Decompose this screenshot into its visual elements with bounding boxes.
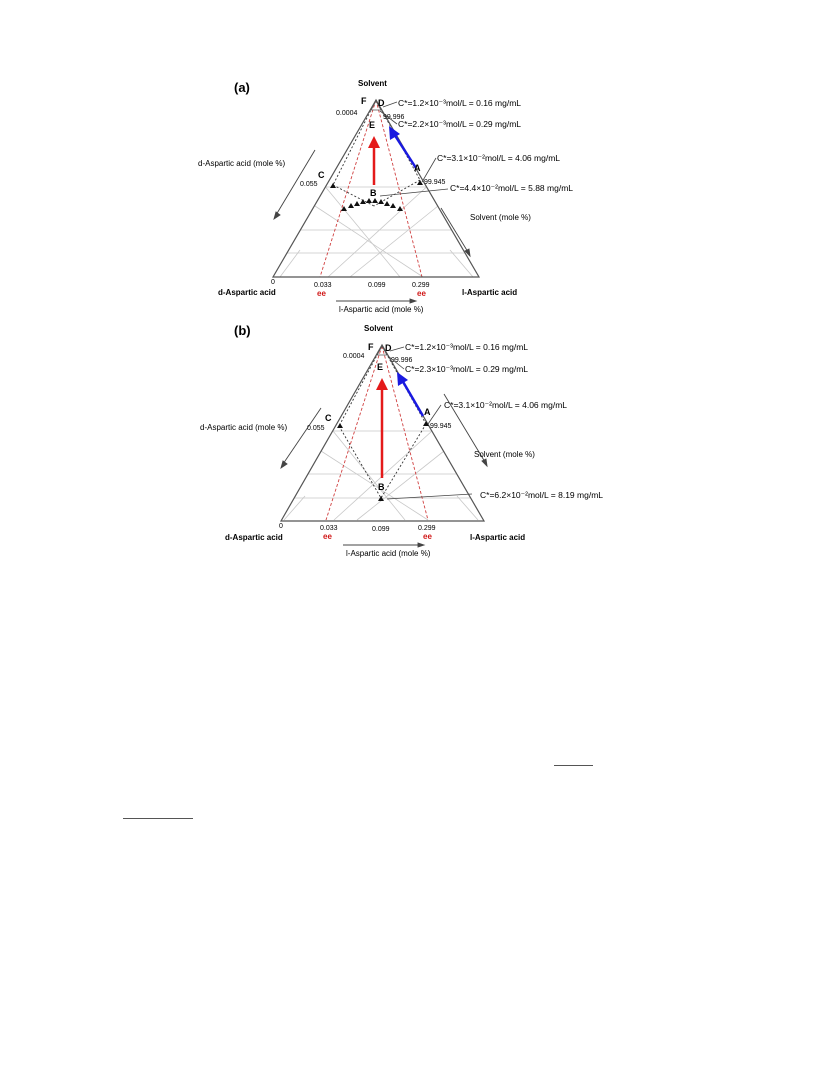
tick-label: 99.996 bbox=[383, 114, 405, 121]
tick-label: 0.0004 bbox=[343, 353, 365, 360]
point-D-label: D bbox=[385, 343, 392, 353]
point-A-label: A bbox=[414, 163, 421, 173]
tick-label: 0.033 bbox=[314, 282, 332, 289]
tick-label: 0.033 bbox=[320, 525, 338, 532]
underline-mark bbox=[554, 765, 593, 766]
tick-label: 0.099 bbox=[372, 526, 390, 533]
tick-label: 99.945 bbox=[424, 179, 446, 186]
axis-arrows bbox=[274, 150, 470, 303]
tick-label: 0.299 bbox=[418, 525, 436, 532]
ee-label: ee bbox=[317, 289, 326, 298]
tick-label: 99.996 bbox=[391, 357, 413, 364]
d-axis-title: d-Aspartic acid (mole %) bbox=[200, 423, 288, 432]
point-C-label: C bbox=[325, 413, 332, 423]
blue-arrow bbox=[389, 126, 416, 168]
solvent-vertex-title: Solvent bbox=[364, 324, 393, 333]
tick-label: 0.099 bbox=[368, 282, 386, 289]
red-arrow bbox=[368, 136, 380, 185]
blue-arrow bbox=[397, 372, 423, 416]
panel-label: (a) bbox=[234, 80, 250, 95]
point-F-label: F bbox=[361, 96, 367, 106]
tick-label: 0.0004 bbox=[336, 110, 358, 117]
concentration-A: C*=3.1×10⁻²mol/L = 4.06 mg/mL bbox=[444, 400, 568, 410]
l-vertex-title: l-Aspartic acid bbox=[462, 288, 518, 297]
concentration-E: C*=2.2×10⁻³mol/L = 0.29 mg/mL bbox=[398, 119, 522, 129]
ternary-diagram-b bbox=[0, 318, 816, 578]
point-A-label: A bbox=[424, 407, 431, 417]
concentration-D: C*=1.2×10⁻³mol/L = 0.16 mg/mL bbox=[405, 342, 529, 352]
tick-label: 0.055 bbox=[307, 425, 325, 432]
point-E-label: E bbox=[369, 120, 376, 130]
solvent-axis-title: Solvent (mole %) bbox=[474, 450, 535, 459]
solvent-vertex-title: Solvent bbox=[358, 79, 387, 88]
axis-arrows bbox=[281, 394, 487, 547]
solubility-points bbox=[330, 180, 423, 211]
tick-label: 0.055 bbox=[300, 181, 318, 188]
l-axis-title: l-Aspartic acid (mole %) bbox=[339, 305, 424, 314]
concentration-B: C*=6.2×10⁻²mol/L = 8.19 mg/mL bbox=[480, 490, 604, 500]
tick-label: 99.945 bbox=[430, 423, 452, 430]
ee-label: ee bbox=[323, 532, 332, 541]
concentration-D: C*=1.2×10⁻³mol/L = 0.16 mg/mL bbox=[398, 98, 522, 108]
concentration-B: C*=4.4×10⁻²mol/L = 5.88 mg/mL bbox=[450, 183, 574, 193]
point-C-label: C bbox=[318, 170, 325, 180]
point-E-label: E bbox=[377, 362, 384, 372]
concentration-A: C*=3.1×10⁻²mol/L = 4.06 mg/mL bbox=[437, 153, 561, 163]
red-arrow bbox=[376, 378, 388, 478]
point-D-label: D bbox=[378, 98, 385, 108]
point-B-label: B bbox=[370, 188, 377, 198]
ee-label: ee bbox=[423, 532, 432, 541]
solvent-axis-title: Solvent (mole %) bbox=[470, 213, 531, 222]
point-B-label: B bbox=[378, 482, 385, 492]
d-vertex-title: d-Aspartic acid bbox=[218, 288, 276, 297]
d-axis-title: d-Aspartic acid (mole %) bbox=[198, 159, 286, 168]
underline-mark bbox=[123, 818, 193, 819]
point-F-label: F bbox=[368, 342, 374, 352]
l-axis-title: l-Aspartic acid (mole %) bbox=[346, 549, 431, 558]
l-vertex-title: l-Aspartic acid bbox=[470, 533, 526, 542]
tick-label: 0.299 bbox=[412, 282, 430, 289]
ee-label: ee bbox=[417, 289, 426, 298]
concentration-E: C*=2.3×10⁻³mol/L = 0.29 mg/mL bbox=[405, 364, 529, 374]
d-vertex-title: d-Aspartic acid bbox=[225, 533, 283, 542]
tick-label: 0 bbox=[279, 523, 283, 530]
panel-label: (b) bbox=[234, 323, 251, 338]
tick-label: 0 bbox=[271, 279, 275, 286]
